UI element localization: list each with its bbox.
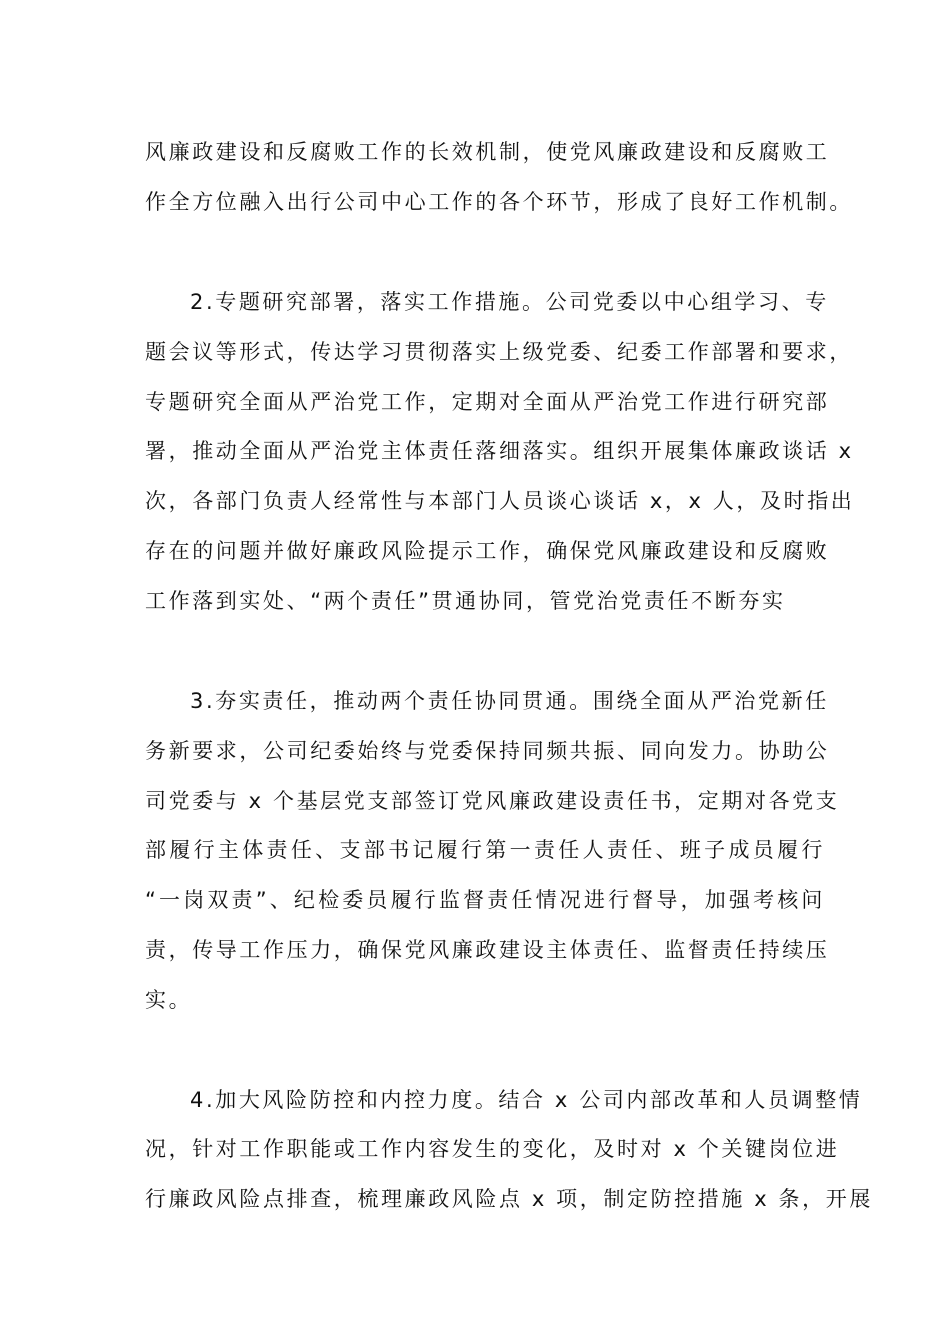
paragraph-2-line-7: 工作落到实处、“两个责任”贯通协同，管党治党责任不断夯实: [145, 589, 786, 613]
paragraph-2-line-6: 存在的问题并做好廉政风险提示工作，确保党风廉政建设和反腐败: [145, 539, 830, 563]
paragraph-3-line-4: 部履行主体责任、支部书记履行第一责任人责任、班子成员履行: [145, 838, 825, 862]
paragraph-3-line-7: 实。: [145, 988, 193, 1012]
paragraph-3-line-1: 3.夯实责任，推动两个责任协同贯通。围绕全面从严治党新任: [190, 689, 829, 713]
paragraph-4-line-1: 4.加大风险防控和内控力度。结合 x 公司内部改革和人员调整情: [190, 1088, 863, 1112]
paragraph-1-line-2: 作全方位融入出行公司中心工作的各个环节，形成了良好工作机制。: [145, 190, 853, 214]
paragraph-3-line-6: 责，传导工作压力，确保党风廉政建设主体责任、监督责任持续压: [145, 938, 830, 962]
paragraph-2-line-1: 2.专题研究部署，落实工作措施。公司党委以中心组学习、专: [190, 290, 829, 314]
paragraph-2-line-2: 题会议等形式，传达学习贯彻落实上级党委、纪委工作部署和要求，: [145, 340, 853, 364]
paragraph-1-line-1: 风廉政建设和反腐败工作的长效机制，使党风廉政建设和反腐败工: [145, 140, 830, 164]
paragraph-4-line-2: 况，针对工作职能或工作内容发生的变化，及时对 x 个关键岗位进: [145, 1137, 840, 1161]
paragraph-4-line-3: 行廉政风险点排查，梳理廉政风险点 x 项，制定防控措施 x 条，开展: [145, 1187, 873, 1211]
paragraph-2-line-5: 次，各部门负责人经常性与本部门人员谈心谈话 x，x 人，及时指出: [145, 489, 855, 513]
paragraph-2-line-4: 署，推动全面从严治党主体责任落细落实。组织开展集体廉政谈话 x: [145, 439, 854, 463]
paragraph-2-line-3: 专题研究全面从严治党工作，定期对全面从严治党工作进行研究部: [145, 390, 830, 414]
paragraph-3-line-3: 司党委与 x 个基层党支部签订党风廉政建设责任书，定期对各党支: [145, 789, 840, 813]
paragraph-3-line-5: “一岗双责”、纪检委员履行监督责任情况进行督导，加强考核问: [145, 888, 825, 912]
paragraph-3-line-2: 务新要求，公司纪委始终与党委保持同频共振、同向发力。协助公: [145, 739, 830, 763]
